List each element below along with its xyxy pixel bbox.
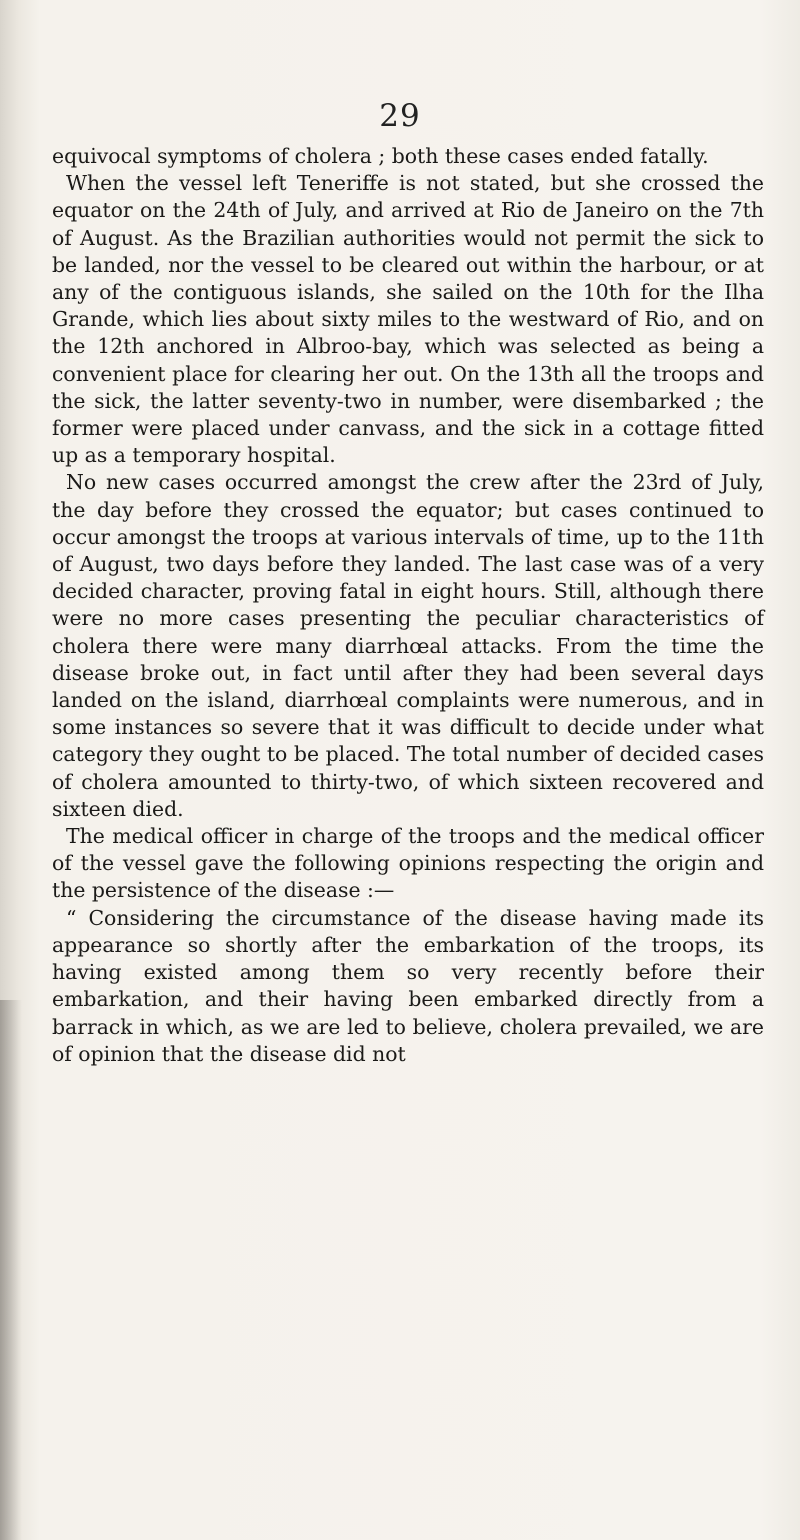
paragraph-voyage: When the vessel left Teneriffe is not stated, but she crossed the equator on the 24th of July, and arrived at Rio de Janeiro on the 7th of August. As the Brazilian authorities would not permit the sick to be landed, nor the vessel to be cleared out within the harbour, or at any of the contiguous islands, she sailed on the 10th for the Ilha Grande, which lies about sixty miles to the westward of Rio, and on the 12th anchored in Albroo-bay, which was selected as being a convenient place for clearing her out. On the 13th all the troops and the sick, the latter seventy-two in number, were disembarked ; the former were placed under canvass, and the sick in a cottage fitted up as a temporary hospital. — [52, 171, 764, 468]
page-number: 29 — [379, 98, 421, 134]
paragraph-cases: No new cases occurred amongst the crew after the 23rd of July, the day before they crossed the equator; but cases continued to occur amongst the troops at various intervals of time, up to the 11th of August, two days before they landed. The last case was of a very decided character, proving fatal in eight hours. Still, although there were no more cases presenting the peculiar characteristics of cholera there were many diarrhœal attacks. From the time the disease broke out, in fact until after they had been several days landed on the island, diarrhœal complaints were numerous, and in some instances so severe that it was difficult to decide under what category they ought to be placed. The total number of decided cases of cholera amounted to thirty-two, of which sixteen recovered and sixteen died. — [52, 470, 764, 821]
paragraph-quotation: “ Considering the circumstance of the disease having made its appearance so shortly after the embarkation of the troops, its having existed among them so very recently before their embarkation, and their having been embarked directly from a barrack in which, as we are led to believe, cholera prevailed, we are of opinion that the disease did not — [52, 905, 764, 1066]
body-text — [52, 143, 764, 1068]
paragraph-continuation: equivocal symptoms of cholera ; both these cases ended fatally. — [52, 144, 709, 168]
paragraph-opinions-intro: The medical officer in charge of the troops and the medical officer of the vessel gave the following opinions respecting the origin and the persistence of the disease :— — [52, 824, 764, 903]
page-fold-shadow — [0, 1000, 22, 1540]
